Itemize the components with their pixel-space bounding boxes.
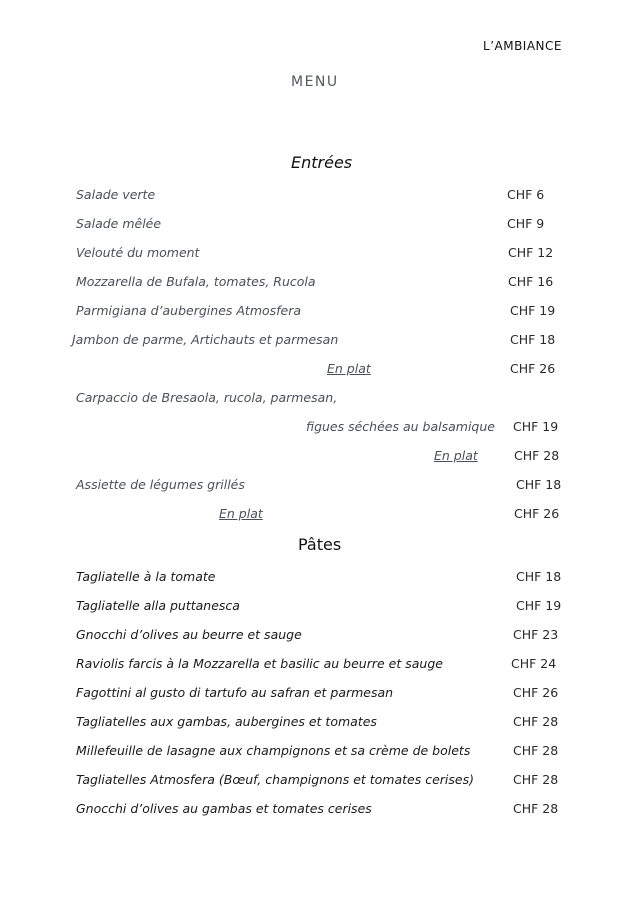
menu-item-name: Parmigiana d’aubergines Atmosfera [76,303,302,318]
menu-item-name: Tagliatelle à la tomate [76,569,216,584]
menu-item-name: Assiette de légumes grillés [76,477,245,492]
menu-subitem-en-plat: En plat [219,506,263,521]
menu-item-name: Jambon de parme, Artichauts et parmesan [72,332,339,347]
menu-item-name: Mozzarella de Bufala, tomates, Rucola [76,274,316,289]
menu-item-name: figues séchées au balsamique [306,419,495,434]
menu-item-price: CHF 28 [513,801,559,816]
menu-item-price: CHF 23 [513,627,559,642]
menu-item-price: CHF 28 [514,448,560,463]
menu-item-price: CHF 26 [513,685,559,700]
menu-item-price: CHF 26 [510,361,556,376]
menu-item-price: CHF 28 [513,714,559,729]
section-title-pates: Pâtes [298,535,342,554]
menu-item-price: CHF 6 [507,187,545,202]
menu-item-price: CHF 9 [507,216,545,231]
menu-item-name: Salade verte [76,187,156,202]
menu-item-name: Gnocchi d’olives au beurre et sauge [76,627,302,642]
menu-item-price: CHF 19 [510,303,556,318]
section-title-entrees: Entrées [291,153,353,172]
menu-item-name: Tagliatelles Atmosfera (Bœuf, champignons et tomates cerises) [76,772,474,787]
menu-item-price: CHF 28 [513,772,559,787]
menu-item-price: CHF 16 [508,274,554,289]
menu-item-name: Raviolis farcis à la Mozzarella et basilic au beurre et sauge [76,656,443,671]
menu-subitem-en-plat: En plat [327,361,371,376]
menu-item-name: Tagliatelle alla puttanesca [76,598,240,613]
menu-item-price: CHF 18 [510,332,556,347]
menu-item-price: CHF 24 [511,656,557,671]
menu-item-price: CHF 26 [514,506,560,521]
menu-title: MENU [291,74,339,90]
menu-item-name: Millefeuille de lasagne aux champignons et sa crème de bolets [76,743,471,758]
menu-item-price: CHF 18 [516,569,562,584]
menu-item-name: Velouté du moment [76,245,200,260]
menu-item-price: CHF 19 [513,419,559,434]
menu-item-name: Carpaccio de Bresaola, rucola, parmesan, [76,390,338,405]
menu-item-price: CHF 18 [516,477,562,492]
menu-item-name: Salade mêlée [76,216,162,231]
menu-item-name: Tagliatelles aux gambas, aubergines et tomates [76,714,377,729]
menu-item-price: CHF 28 [513,743,559,758]
menu-item-price: CHF 12 [508,245,554,260]
menu-item-name: Fagottini al gusto di tartufo au safran et parmesan [76,685,394,700]
menu-item-name: Gnocchi d’olives au gambas et tomates cerises [76,801,372,816]
menu-subitem-en-plat: En plat [434,448,478,463]
menu-item-price: CHF 19 [516,598,562,613]
brand-name: L’AMBIANCE [483,39,562,53]
